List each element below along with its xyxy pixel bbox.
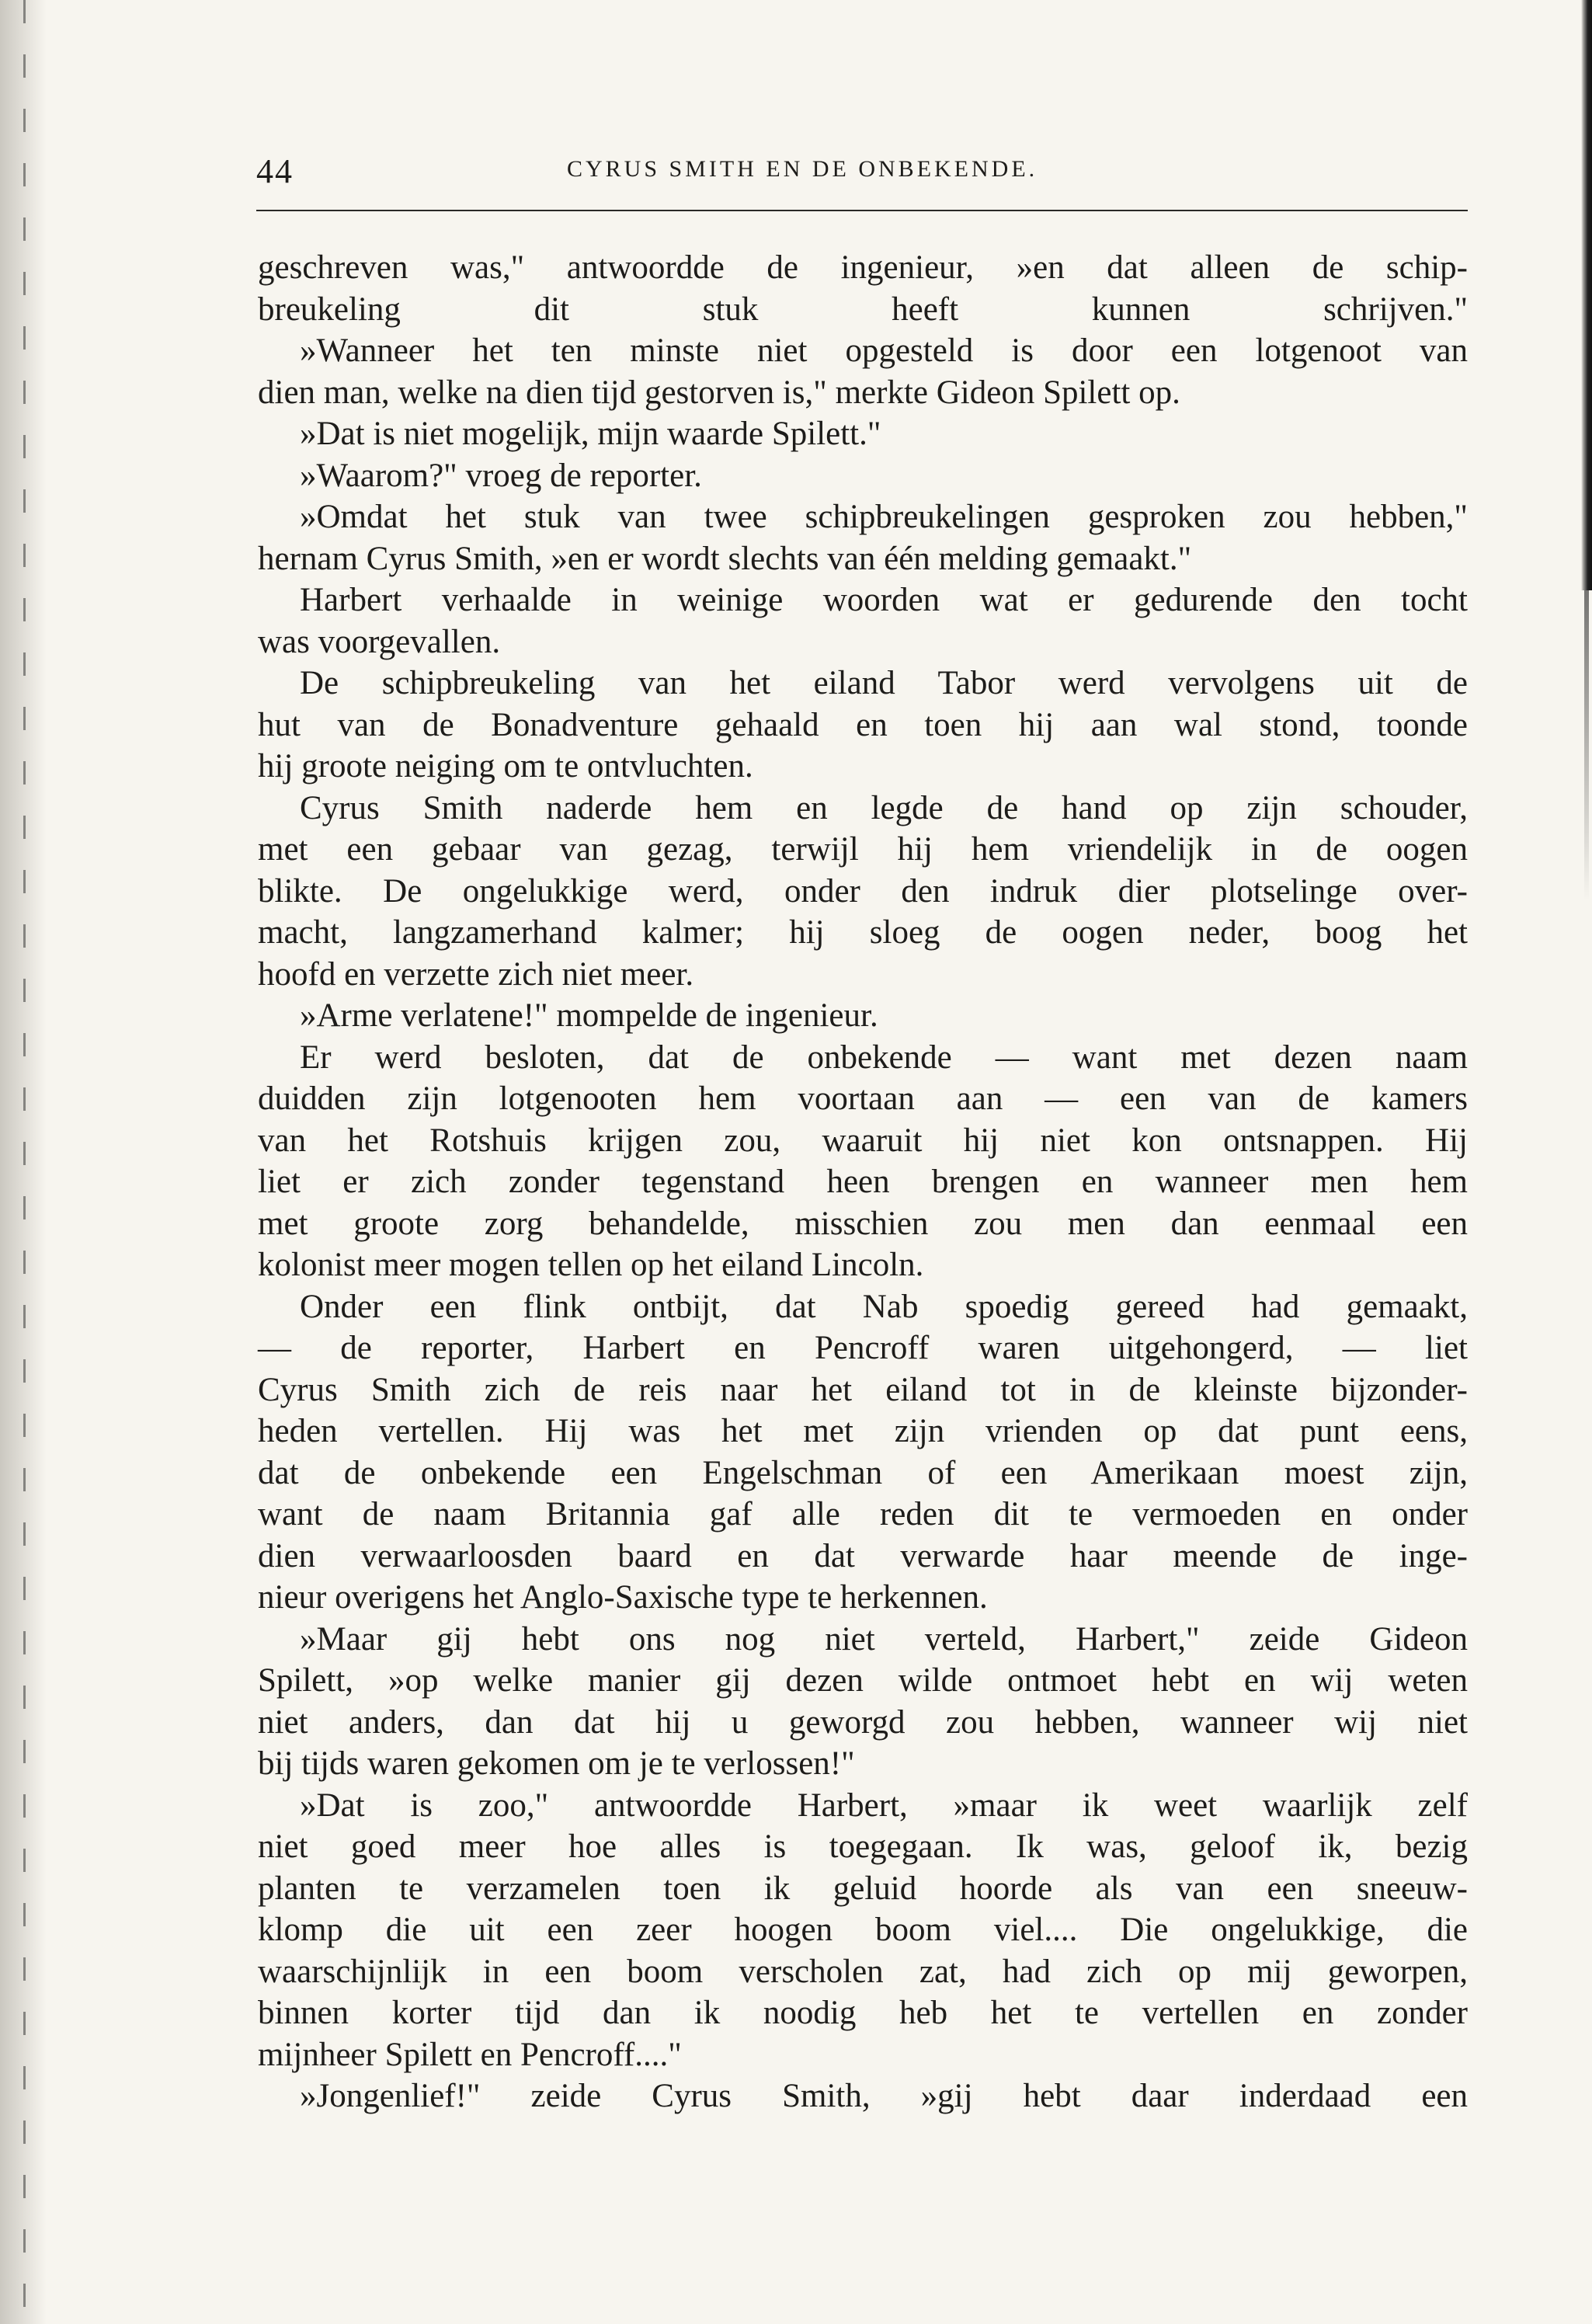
text-line: »Omdat het stuk van twee schipbreukelingen gesproken zou hebben," [300, 499, 1468, 535]
text-line: »Maar gij hebt ons nog niet verteld, Harbert," zeide Gideon [300, 1620, 1468, 1658]
text-line: hut van de Bonadventure gehaald en toen hij aan wal stond, toonde [258, 706, 1468, 743]
text-line: Harbert verhaalde in weinige woorden wat er gedurende den tocht [300, 582, 1468, 618]
text-line: planten te verzamelen toen ik geluid hoorde als van een sneeuw- [258, 1870, 1468, 1907]
page-header [256, 151, 1468, 198]
text-line: »Jongenlief!" zeide Cyrus Smith, »gij hebt daar inderdaad een [300, 2078, 1468, 2114]
text-line: van het Rotshuis krijgen zou, waaruit hij niet kon ontsnappen. Hij [258, 1122, 1468, 1159]
text-line: »Arme verlatene!" mompelde de ingenieur. [300, 997, 878, 1034]
text-line: mijnheer Spilett en Pencroff...." [258, 2036, 682, 2073]
text-line: heden vertellen. Hij was het met zijn vrienden op dat punt eens, [258, 1413, 1468, 1449]
text-line: dat de onbekende een Engelschman of een Amerikaan moest zijn, [258, 1454, 1468, 1491]
text-line: »Dat is zoo," antwoordde Harbert, »maar ik weet waarlijk zelf [300, 1786, 1468, 1824]
scan-edge-right [1581, 0, 1592, 590]
text-line: dien verwaarloosden baard en dat verwarde haar meende de inge- [258, 1537, 1468, 1574]
text-line: Spilett, »op welke manier gij dezen wilde ontmoet hebt en wij weten [258, 1662, 1468, 1699]
text-line: liet er zich zonder tegenstand heen brengen en wanneer men hem [258, 1164, 1468, 1200]
text-line: hernam Cyrus Smith, »en er wordt slechts van één melding gemaakt." [258, 540, 1192, 577]
text-line: duidden zijn lotgenooten hem voortaan aan — een van de kamers [258, 1080, 1468, 1117]
scan-edge-left-line [23, 0, 26, 2324]
header-rule [256, 210, 1468, 211]
body-text [258, 247, 1468, 2117]
text-line: niet anders, dan dat hij u geworgd zou hebben, wanneer wij niet [258, 1703, 1468, 1741]
text-line: blikte. De ongelukkige werd, onder den indruk dier plotselinge over- [258, 872, 1468, 910]
text-line: macht, langzamerhand kalmer; hij sloeg de oogen neder, boog het [258, 914, 1468, 951]
text-line: bij tijds waren gekomen om je te verlossen!" [258, 1745, 855, 1782]
text-line: nieur overigens het Anglo-Saxische type te herkennen. [258, 1579, 988, 1616]
page-number: 44 [256, 152, 294, 190]
text-line: dien man, welke na dien tijd gestorven is," merkte Gideon Spilett op. [258, 374, 1180, 411]
text-line: De schipbreukeling van het eiland Tabor werd vervolgens uit de [300, 665, 1468, 701]
text-line: want de naam Britannia gaf alle reden dit te vermoeden en onder [258, 1496, 1468, 1533]
text-line: niet goed meer hoe alles is toegegaan. Ik was, geloof ik, bezig [258, 1828, 1468, 1865]
text-line: Cyrus Smith naderde hem en legde de hand op zijn schouder, [300, 789, 1468, 826]
text-line: »Waarom?" vroeg de reporter. [300, 457, 702, 494]
running-title: CYRUS SMITH EN DE ONBEKENDE. [567, 156, 1038, 182]
text-line: Er werd besloten, dat de onbekende — want met dezen naam [300, 1038, 1468, 1076]
text-line: »Dat is niet mogelijk, mijn waarde Spilett." [300, 416, 881, 452]
text-line: klomp die uit een zeer hoogen boom viel.... Die ongelukkige, die [258, 1912, 1468, 1948]
text-line: »Wanneer het ten minste niet opgesteld is door een lotgenoot van [300, 332, 1468, 369]
text-line: breukeling dit stuk heeft kunnen schrijven." [258, 290, 1468, 328]
text-line: hij groote neiging om te ontvluchten. [258, 748, 753, 785]
text-line: — de reporter, Harbert en Pencroff waren uitgehongerd, — liet [258, 1330, 1468, 1366]
text-line: Onder een flink ontbijt, dat Nab spoedig gereed had gemaakt, [300, 1288, 1468, 1325]
text-line: waarschijnlijk in een boom verscholen zat, had zich op mij geworpen, [258, 1953, 1468, 1990]
text-line: binnen korter tijd dan ik noodig heb het te vertellen en zonder [258, 1995, 1468, 2031]
text-line: geschreven was," antwoordde de ingenieur, »en dat alleen de schip- [258, 249, 1468, 286]
text-line: Cyrus Smith zich de reis naar het eiland tot in de kleinste bijzonder- [258, 1371, 1468, 1408]
text-line: met groote zorg behandelde, misschien zou men dan eenmaal een [258, 1205, 1468, 1242]
text-line: hoofd en verzette zich niet meer. [258, 955, 694, 993]
text-line: was voorgevallen. [258, 623, 501, 660]
scan-edge-right-shadow [1584, 590, 1589, 901]
text-line: met een gebaar van gezag, terwijl hij hem vriendelijk in de oogen [258, 831, 1468, 868]
text-line: kolonist meer mogen tellen op het eiland Lincoln. [258, 1247, 924, 1283]
